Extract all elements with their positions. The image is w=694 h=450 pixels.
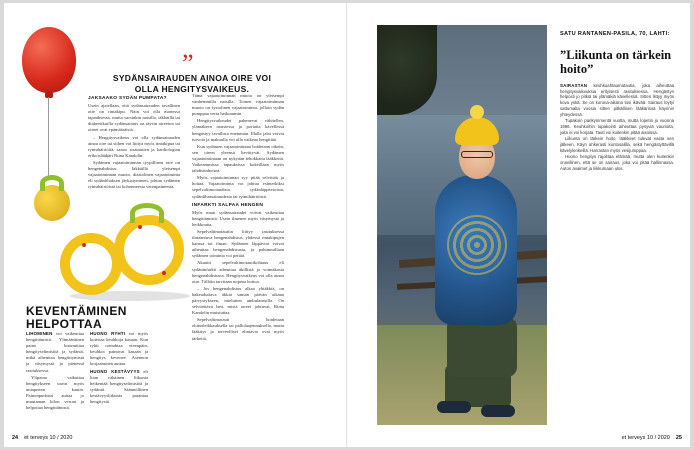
magazine-spread (4, 3, 690, 447)
paragraph: Sepelvaltimotauti hoidetaan ohitusleikkauksella tai pallolaajennuksella, mutta lääkitys ja terveelliset elintavat ovat myös tärkeitä. (192, 317, 284, 341)
left-page (4, 3, 347, 447)
page-number: 25 (675, 435, 682, 441)
paragraph: Sydämen vajaatoiminnan tyypillinen oire on hengenahdistus. Iäkkäillä yleisempi vajaatoiminnan muoto, diastolinen vajaatoiminta eli sydänlihaksen jäykistyminen, johtuu sydämen rytmihäiriöistä tai kohonneesta verenpaineesta. (88, 159, 180, 190)
paragraph (560, 83, 674, 117)
tree-foliage (377, 25, 437, 115)
page-number: 24 (12, 435, 19, 441)
shoe-right (481, 405, 515, 417)
paragraph: – Jos hengenahdistus alkaa yhtäkkiä, on hakeuduttava äkkiä saman päivän aikana päivystykseen, mieluiten ambulanssilla. On selvitettävä heti, mistä oireet johtuvat, Riina Kandolin muistuttaa. (192, 285, 284, 316)
paragraph (90, 331, 148, 368)
run-in-heading: HUONO RYHTI (90, 331, 126, 336)
kettlebell-illustration (22, 173, 202, 313)
paragraph: Sepelvaltimotautiin liittyy rasituksessa ilmaantuva hengenahdistus, yhdessä rintakipujen kanssa tai ilman. Sydämen läppäviat voivat aiheuttaa hengenahdistusta, ja pahimmillaan sydämen toiminta voi pettää. (192, 228, 284, 259)
kettlebell-handle (40, 175, 64, 191)
paragraph: – Hengitysvaikeus voi olla sydänsairauden ainoa oire tai siihen voi liittyä myös rintakipua tai rytmihäiriöitä, sanoo sisätautien ja kardiologian erikoislääkäri Riina Kandolin. (88, 134, 180, 158)
glasses (461, 151, 493, 158)
subheading-heart-pump: JAKSAAKO SYDÄN PUMPATA? (88, 96, 167, 101)
balloon-knot (45, 92, 53, 98)
kettlebell-dot (82, 243, 86, 247)
run-in-heading: LIHOMINEN (26, 331, 53, 336)
page-footer-left (12, 435, 72, 441)
paragraph: Tämä vajaatoiminnan muoto on yleisempi vanhemmilla naisilla. Toinen vajaatoiminnan muoto on systolinen vajaatoiminta, jolloin sydän pumppaa verta heikommin. (192, 93, 284, 117)
paragraph: Usein ajatellaan, että sydänsairauden tavallinen oire on rintakipu. Näin voi olla monessa tapauksessa, mutta varsinkin naisilla, iäkkäillä tai diabeetikoilla sydänsairaus on täysin oireeton tai oireet ovat epämääräisiä. (88, 103, 180, 133)
run-in-heading: SAIRASTAN (560, 83, 588, 88)
page-footer-right (622, 435, 682, 441)
kettlebell-dot (162, 271, 166, 275)
shoe-left (437, 401, 471, 413)
balloon-body (22, 27, 76, 93)
kettlebell-ring-right (114, 215, 184, 285)
balloon-string (48, 97, 49, 177)
pull-quote: SYDÄNSAIRAUDEN AINOA OIRE VOI OLLA HENGITYSVAIKEUS. (112, 73, 272, 94)
kettlebell-dot (138, 225, 142, 229)
portrait-photo (377, 25, 547, 425)
paragraph: Tupakoin parikymmentä vuotta, mutta lopetin jo vuonna 1996. Keuhkoihin tupakointi aiheuttaa pysyviä vaurioita, joita ei voi korjata. Tauti voi kuitenkin pitää aisoissa. (560, 118, 674, 135)
sidebar-column-2 (90, 331, 148, 431)
paragraph: Kun sydämen vajaatoimintaa hoidetaan oikein, sen oireet yleensä lievittyvät. Sydämen vajaatoimintaan on nykyään tehokkaita lääkkeitä. Vaikeammissa tapauksissa kokeillaan myös tahdistinhoitoa. (192, 143, 284, 174)
hat-pompom (470, 105, 484, 119)
coat-pattern (447, 215, 507, 275)
quote-mark-icon: ” (182, 49, 194, 78)
paragraph (26, 331, 84, 374)
paragraph: Ylipaino vaikuttaa hengitykseen usein myös uniapnean kautta. Painonpudotus auttaa jo muutaman kilon verran ja helpottaa hengittämistä. (26, 374, 84, 411)
paragraph: Huono hengitys rajoittaa elämää, mutta olen kuitenkin onnellinen, että se on sairaus, joka voi pitää hallinnassa. Auton avaimet ja liikkumaan ulos. (560, 154, 674, 171)
magazine-name: et terveys 10 / 2020 (621, 435, 670, 441)
article-column-2 (192, 93, 284, 423)
run-in-heading: HUONO KESTÄVYYS (90, 368, 140, 374)
paragraph-text: voi myös kuristaa keuhkoja kasaan. Kun ryhti romahtaa eteenpäin, keuhkot painuvat kasaan ja hengitys kevenee. Asennon korjaaminen auttaa. (90, 331, 148, 367)
paragraph: Hengitysvaikeudet pahenevat vähitellen, ylämäkeen noustessa ja portaita kävellessä hengästyy tavallista enemmän. Illalla jalat voivat turvota ja makuulla voi olla vaikeaa hengittää. (192, 118, 284, 142)
paragraph-text: voi vaikeuttaa hengittämistä. Ylimääräinen paino kuormittaa hengityselimistöä ja sydäntä, mikä aiheuttaa hengästymistä ja väsymystä jo pienessä rasituksessa. (26, 331, 84, 373)
subheading-infarction: INFARKTI SALPAA HENGEN (192, 202, 264, 208)
paragraph: Myös muut sydänsairaudet voivat vaikeuttaa hengittämistä. Usein ilmenee myös väsymystä ja heikkoutta. (192, 209, 284, 227)
magazine-name: et terveys 10 / 2020 (24, 435, 73, 441)
profile-name: SATU RANTANEN-PASILA, 70, LAHTI: (560, 31, 670, 37)
paragraph-text: eli liian vähäinen liikunta heikentää hengityselimistöä ja sydäntä. Säännöllinen kestävyysliikunta parantaa hengitystä. (90, 368, 148, 405)
balloon-illustration (14, 21, 94, 171)
profile-quote: ”Liikunta on tärkein hoito” (560, 48, 672, 76)
paragraph: Akuutti sepelvaltimotautikohtaus eli sydäninfarkti aiheuttaa äkillistä ja voimakasta hengenahdistusta. Hengitysvaikeus voi olla ainoa oire. Tällöin tarvitaan nopeaa hoitoa. (192, 260, 284, 284)
sidebar-column-1 (26, 331, 84, 431)
paragraph: Myös vajaatoiminnan syy pitää selvittää ja hoitaa. Vajaatoiminta voi johtua esimerkiksi sepelvaltimotaudista, sydänläppävioista, sydänlihassairaudesta tai rytmihäiriöistä. (192, 175, 284, 199)
person-legs (447, 317, 517, 377)
right-page (347, 3, 690, 447)
sidebar-title: KEVENTÄMINEN HELPOTTAA (26, 304, 127, 331)
profile-column (560, 83, 674, 423)
kettlebell-handle (130, 203, 164, 223)
paragraph (90, 369, 148, 406)
paragraph-text: keuhkoahtaumatautia, joka aiheuttaa hengitysvaikeuksia erityisesti rasituksessa. Hengästyn helposti jo pitkiä tai ylämäkiä kävellessä. Sitten liittyy myös kova yskä. Se on korona-aikana tosi ikävää. Sairaus löytyi sattumalta vuosia sitten pitkällisen lääkärissä käynnin yhteydessä. (560, 83, 674, 117)
kettlebell-ring-left (60, 233, 122, 295)
paragraph: Liikunta on tärkein hoito, lääkkeet tulevat vasta sen jälkeen. Käyn ahkerasti kuntosalilla, sekä hengästyttävillä kävelylenkeillä. Harrastan myös vesijumppaa. (560, 136, 674, 153)
